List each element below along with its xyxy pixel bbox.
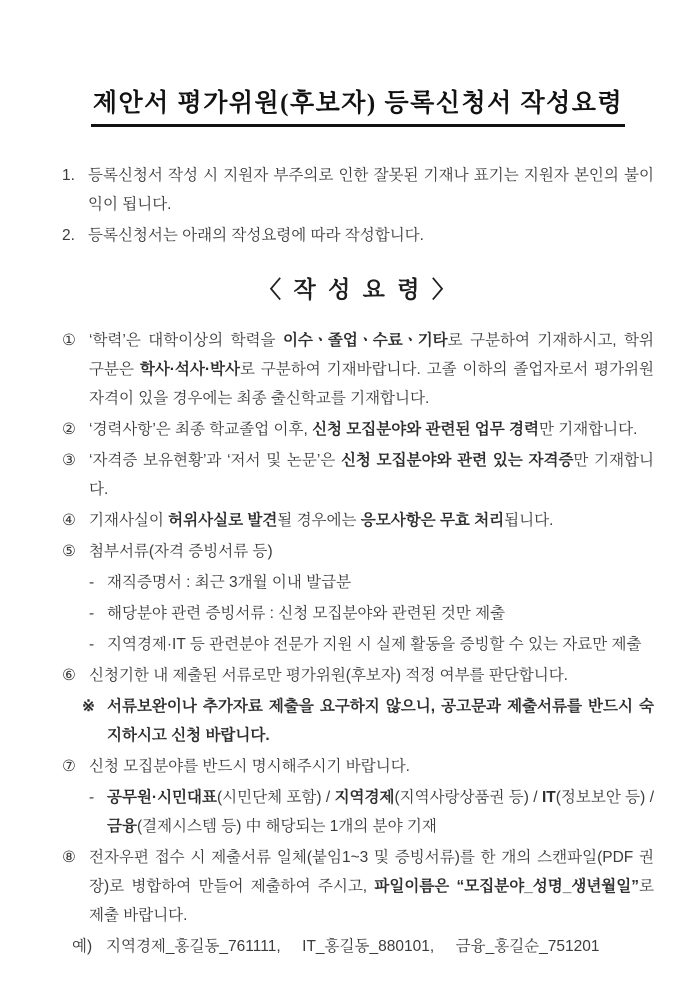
attachment-sub-item-3 <box>62 630 654 659</box>
list-marker: ⑦ <box>62 758 76 775</box>
attachment-sub-item-2 <box>62 599 654 628</box>
paragraph-text: 공무원·시민대표(시민단체 포함) / 지역경제(지역사랑상품권 등) / IT(정보보안 등) / 금융(결제시스템 등) 中 해당되는 1개의 분야 기재 <box>107 789 654 835</box>
list-marker: - <box>89 636 95 653</box>
guideline-item-5 <box>62 537 654 566</box>
field-category-sub-item <box>62 783 654 841</box>
paragraph-text: 지역경제_홍길동_761111, IT_홍길동_880101, 금융_홍길순_751201 <box>106 938 600 955</box>
list-marker: ④ <box>62 512 76 529</box>
paragraph-text: 첨부서류(자격 증빙서류 등) <box>89 543 273 560</box>
guideline-item-6 <box>62 661 654 690</box>
list-marker: ① <box>62 332 76 349</box>
list-marker: 2. <box>62 227 75 244</box>
paragraph-text: 기재사실이 허위사실로 발견될 경우에는 응모사항은 무효 처리됩니다. <box>89 512 554 529</box>
paragraph-text: 서류보완이나 추가자료 제출을 요구하지 않으니, 공고문과 제출서류를 반드시 숙지하시고 신청 바랍니다. <box>107 698 654 744</box>
guideline-content <box>62 161 654 961</box>
paragraph-text: 등록신청서 작성 시 지원자 부주의로 인한 잘못된 기재나 표기는 지원자 본인의 불이익이 됩니다. <box>88 167 654 213</box>
list-marker: ※ <box>82 698 95 715</box>
attachment-sub-item-1 <box>62 568 654 597</box>
intro-item-1 <box>62 161 654 219</box>
paragraph-text: 전자우편 접수 시 제출서류 일체(붙임1~3 및 증빙서류)를 한 개의 스캔파일(PDF 권장)로 병합하여 만들어 제출하여 주시고, 파일이름은 “모집분야_성명_생년월일”로 제출 바랍니다. <box>89 849 654 924</box>
guideline-item-8 <box>62 843 654 930</box>
intro-item-2 <box>62 221 654 250</box>
list-marker: - <box>89 605 95 622</box>
paragraph-text: 신청 모집분야를 반드시 명시해주시기 바랍니다. <box>89 758 410 775</box>
section-heading: 〈 작 성 요 령 〉 <box>258 276 458 302</box>
filename-example-line <box>62 932 654 961</box>
list-marker: ⑤ <box>62 543 76 560</box>
document-title-text: 제안서 평가위원(후보자) 등록신청서 작성요령 <box>91 83 625 127</box>
paragraph-text: 신청기한 내 제출된 서류로만 평가위원(후보자) 적정 여부를 판단합니다. <box>89 667 568 684</box>
paragraph-text: 해당분야 관련 증빙서류 : 신청 모집분야와 관련된 것만 제출 <box>107 605 506 622</box>
list-marker: 예) <box>72 938 93 955</box>
paragraph-text: 지역경제·IT 등 관련분야 전문가 지원 시 실제 활동을 증빙할 수 있는 자료만 제출 <box>107 636 642 653</box>
list-marker: ② <box>62 421 76 438</box>
guideline-item-2 <box>62 415 654 444</box>
guideline-item-7 <box>62 752 654 781</box>
guideline-item-3 <box>62 446 654 504</box>
paragraph-text: 재직증명서 : 최근 3개월 이내 발급분 <box>107 574 352 591</box>
document-title <box>62 82 654 127</box>
guideline-item-1 <box>62 326 654 413</box>
paragraph-text: ‘자격증 보유현황’과 ‘저서 및 논문’은 신청 모집분야와 관련 있는 자격증만 기재합니다. <box>89 452 654 498</box>
list-marker: - <box>89 789 95 806</box>
list-marker: 1. <box>62 167 75 184</box>
list-marker: ③ <box>62 452 76 469</box>
paragraph-text: ‘학력’은 대학이상의 학력을 이수ㆍ졸업ㆍ수료ㆍ기타로 구분하여 기재하시고, 학위 구분은 학사·석사·박사로 구분하여 기재바랍니다. 고졸 이하의 졸업자로서 평가위원 자격이 있을 경우에는 최종 출신학교를 기재합니다. <box>89 332 655 407</box>
list-marker: ⑧ <box>62 849 76 866</box>
important-note <box>62 692 654 750</box>
guideline-item-4 <box>62 506 654 535</box>
paragraph-text: ‘경력사항’은 최종 학교졸업 이후, 신청 모집분야와 관련된 업무 경력만 기재합니다. <box>89 421 638 438</box>
list-marker: - <box>89 574 95 591</box>
paragraph-text: 등록신청서는 아래의 작성요령에 따라 작성합니다. <box>88 227 424 244</box>
list-marker: ⑥ <box>62 667 76 684</box>
